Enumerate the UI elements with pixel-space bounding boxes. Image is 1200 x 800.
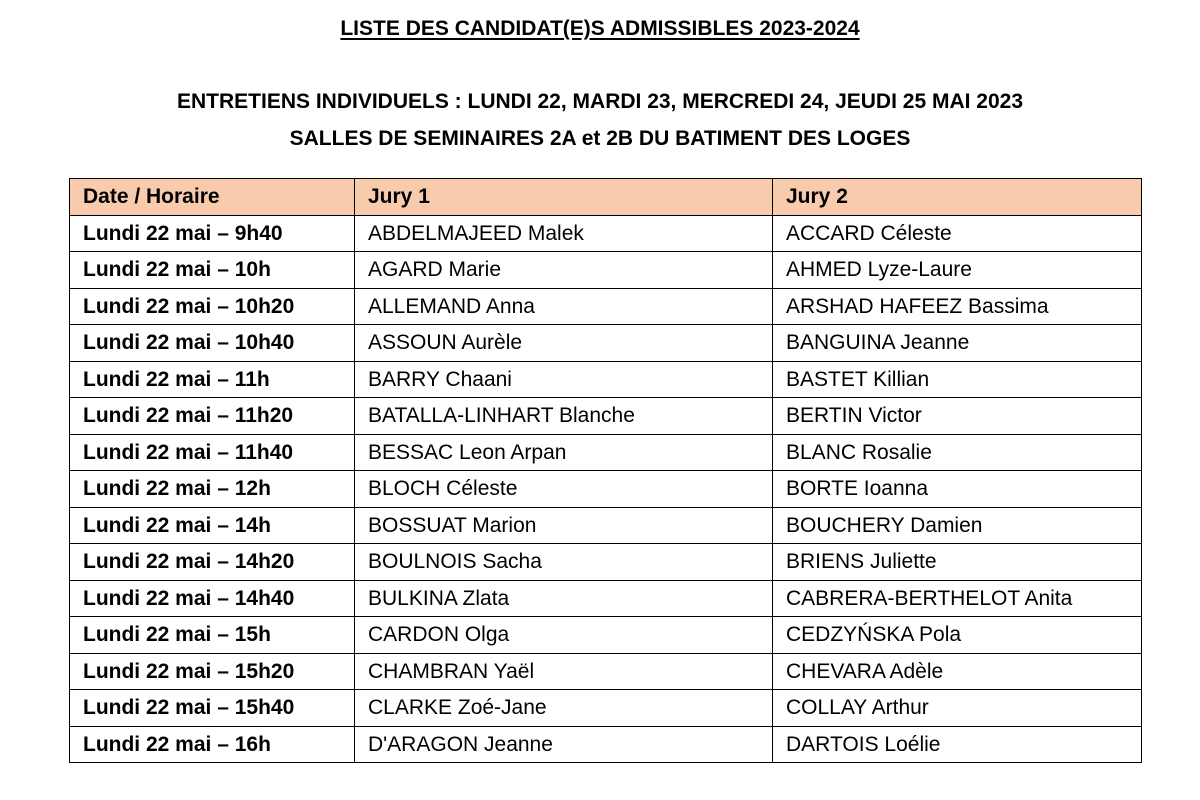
- table-row: [70, 726, 1142, 763]
- cell-jury1-candidate: BLOCH Céleste: [355, 471, 773, 508]
- cell-jury1-candidate: ABDELMAJEED Malek: [355, 215, 773, 252]
- cell-date: Lundi 22 mai – 15h40: [70, 690, 355, 727]
- cell-date: Lundi 22 mai – 10h: [70, 252, 355, 289]
- table-row: [70, 361, 1142, 398]
- table-row: [70, 215, 1142, 252]
- cell-jury2-candidate: BASTET Killian: [773, 361, 1142, 398]
- table-row: [70, 653, 1142, 690]
- cell-jury2-candidate: AHMED Lyze-Laure: [773, 252, 1142, 289]
- cell-jury1-candidate: CARDON Olga: [355, 617, 773, 654]
- candidates-schedule-table: [69, 178, 1142, 763]
- column-header-jury1: Jury 1: [355, 179, 773, 216]
- cell-date: Lundi 22 mai – 14h40: [70, 580, 355, 617]
- cell-jury1-candidate: CHAMBRAN Yaël: [355, 653, 773, 690]
- cell-jury1-candidate: ALLEMAND Anna: [355, 288, 773, 325]
- cell-jury2-candidate: BORTE Ioanna: [773, 471, 1142, 508]
- column-header-jury2: Jury 2: [773, 179, 1142, 216]
- cell-date: Lundi 22 mai – 11h40: [70, 434, 355, 471]
- cell-jury1-candidate: BARRY Chaani: [355, 361, 773, 398]
- cell-jury2-candidate: BRIENS Juliette: [773, 544, 1142, 581]
- cell-jury1-candidate: ASSOUN Aurèle: [355, 325, 773, 362]
- table-row: [70, 288, 1142, 325]
- table-row: [70, 580, 1142, 617]
- table-row: [70, 325, 1142, 362]
- column-header-date: Date / Horaire: [70, 179, 355, 216]
- table-row: [70, 434, 1142, 471]
- rooms-heading: SALLES DE SEMINAIRES 2A et 2B DU BATIMENT DES LOGES: [289, 127, 911, 150]
- cell-jury1-candidate: BATALLA-LINHART Blanche: [355, 398, 773, 435]
- table-body: [70, 215, 1142, 763]
- cell-date: Lundi 22 mai – 10h20: [70, 288, 355, 325]
- table-row: [70, 471, 1142, 508]
- cell-date: Lundi 22 mai – 10h40: [70, 325, 355, 362]
- cell-jury2-candidate: CEDZYŃSKA Pola: [773, 617, 1142, 654]
- cell-date: Lundi 22 mai – 15h20: [70, 653, 355, 690]
- cell-jury2-candidate: COLLAY Arthur: [773, 690, 1142, 727]
- cell-jury2-candidate: BANGUINA Jeanne: [773, 325, 1142, 362]
- interview-dates-heading: ENTRETIENS INDIVIDUELS : LUNDI 22, MARDI 23, MERCREDI 24, JEUDI 25 MAI 2023: [176, 90, 1024, 113]
- table-row: [70, 544, 1142, 581]
- cell-jury1-candidate: CLARKE Zoé-Jane: [355, 690, 773, 727]
- cell-jury2-candidate: BLANC Rosalie: [773, 434, 1142, 471]
- cell-date: Lundi 22 mai – 9h40: [70, 215, 355, 252]
- cell-jury1-candidate: AGARD Marie: [355, 252, 773, 289]
- table-row: [70, 252, 1142, 289]
- cell-jury1-candidate: BOULNOIS Sacha: [355, 544, 773, 581]
- cell-jury2-candidate: CHEVARA Adèle: [773, 653, 1142, 690]
- cell-jury2-candidate: BOUCHERY Damien: [773, 507, 1142, 544]
- cell-jury1-candidate: BOSSUAT Marion: [355, 507, 773, 544]
- cell-date: Lundi 22 mai – 14h20: [70, 544, 355, 581]
- cell-date: Lundi 22 mai – 11h20: [70, 398, 355, 435]
- table-row: [70, 617, 1142, 654]
- cell-date: Lundi 22 mai – 16h: [70, 726, 355, 763]
- table-row: [70, 690, 1142, 727]
- cell-date: Lundi 22 mai – 12h: [70, 471, 355, 508]
- cell-jury1-candidate: BESSAC Leon Arpan: [355, 434, 773, 471]
- table-header-row: [70, 179, 1142, 216]
- cell-date: Lundi 22 mai – 14h: [70, 507, 355, 544]
- cell-jury2-candidate: ARSHAD HAFEEZ Bassima: [773, 288, 1142, 325]
- cell-jury2-candidate: CABRERA-BERTHELOT Anita: [773, 580, 1142, 617]
- cell-jury1-candidate: BULKINA Zlata: [355, 580, 773, 617]
- table-row: [70, 507, 1142, 544]
- table-header: [70, 179, 1142, 216]
- table-row: [70, 398, 1142, 435]
- cell-jury2-candidate: ACCARD Céleste: [773, 215, 1142, 252]
- document-title: LISTE DES CANDIDAT(E)S ADMISSIBLES 2023-2024: [340, 17, 860, 40]
- cell-date: Lundi 22 mai – 15h: [70, 617, 355, 654]
- cell-jury1-candidate: D'ARAGON Jeanne: [355, 726, 773, 763]
- cell-date: Lundi 22 mai – 11h: [70, 361, 355, 398]
- cell-jury2-candidate: DARTOIS Loélie: [773, 726, 1142, 763]
- cell-jury2-candidate: BERTIN Victor: [773, 398, 1142, 435]
